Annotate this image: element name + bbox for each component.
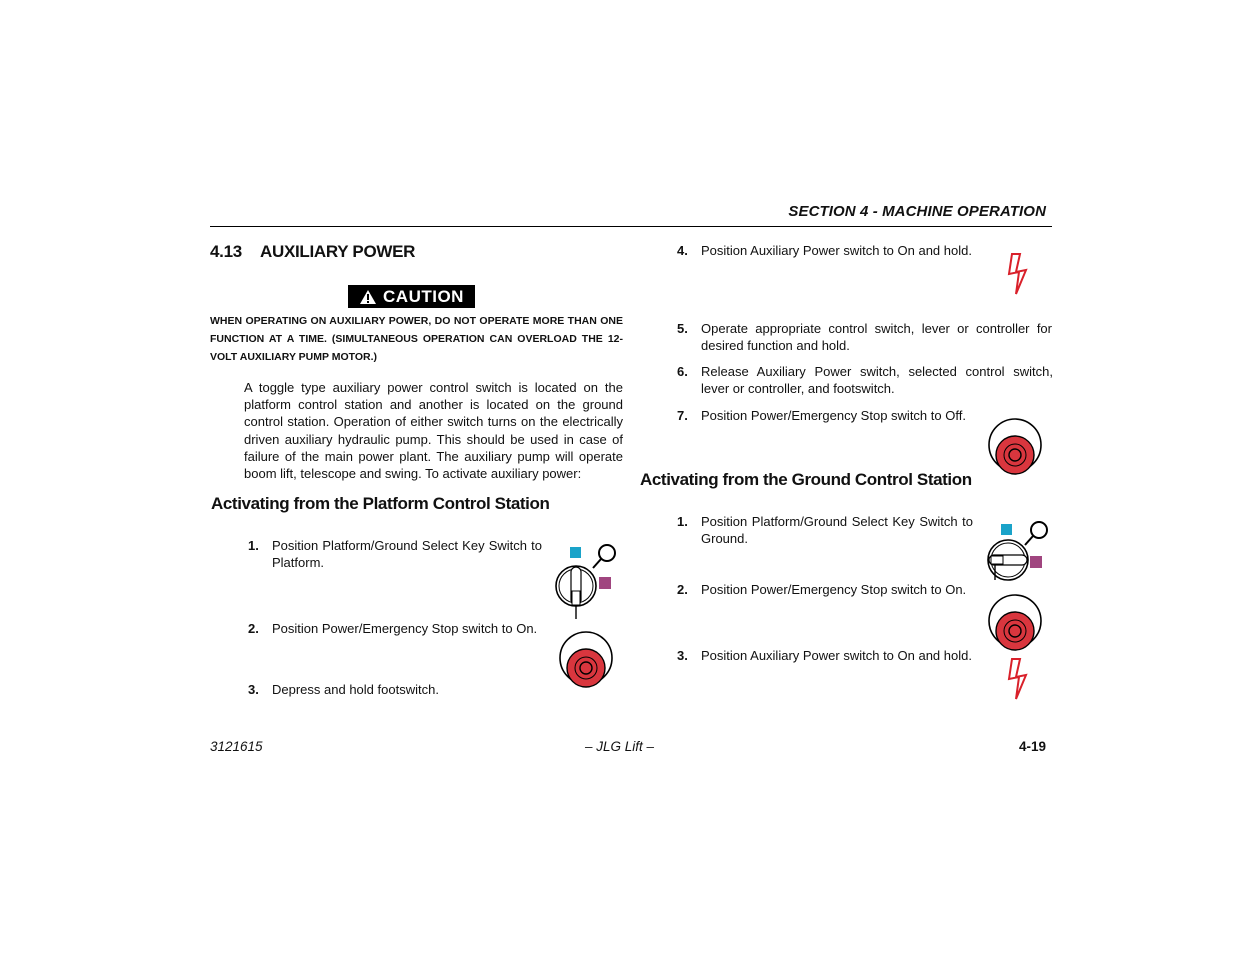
step-text: Position Auxiliary Power switch to On and hold. — [701, 243, 972, 258]
emergency-stop-icon — [987, 417, 1043, 475]
ground-step-1 — [677, 513, 977, 549]
footer-page-number: 4-19 — [1018, 739, 1046, 754]
ground-step-2 — [677, 581, 977, 601]
step-text: Position Platform/Ground Select Key Switch to Ground. — [701, 514, 973, 547]
intro-paragraph: A toggle type auxiliary power control switch is located on the platform control station and another is located on the ground control station. Operation of either switch turns on the electrically driven auxiliary hydraulic pump. This should be used in case of failure of the main power plant. The auxiliary pump will operate boom lift, telescope and swing. To activate auxiliary power: — [244, 380, 623, 482]
step-number: 5. — [677, 321, 688, 336]
step-text: Operate appropriate control switch, lever or controller for desired function and hold. — [701, 321, 1052, 354]
step-text: Depress and hold footswitch. — [272, 682, 439, 697]
key-switch-icon — [983, 520, 1049, 584]
section-header-title: SECTION 4 - MACHINE OPERATION — [788, 203, 1046, 220]
step-number: 7. — [677, 408, 688, 423]
step-text: Position Platform/Ground Select Key Switch to Platform. — [272, 538, 542, 571]
caution-text: WHEN OPERATING ON AUXILIARY POWER, DO NOT OPERATE MORE THAN ONE FUNCTION AT A TIME. (SIMULTANEOUS OPERATION CAN OVERLOAD THE 12-VOLT AUXILIARY PUMP MOTOR.) — [210, 315, 623, 363]
caution-triangle-icon — [359, 289, 377, 305]
section-title-text: AUXILIARY POWER — [260, 242, 416, 261]
platform-step-5 — [677, 320, 1053, 356]
platform-subsection-title: Activating from the Platform Control Station — [211, 494, 550, 513]
caution-label — [348, 285, 475, 308]
ground-subsection-title: Activating from the Ground Control Station — [640, 470, 972, 489]
platform-step-6 — [677, 363, 1053, 399]
step-text: Position Power/Emergency Stop switch to Off. — [701, 408, 966, 423]
platform-step-1 — [248, 537, 548, 573]
step-number: 6. — [677, 364, 688, 379]
step-number: 3. — [677, 648, 688, 663]
step-number: 2. — [248, 621, 259, 636]
section-number: 4.13 — [210, 242, 242, 261]
section-title — [210, 242, 415, 262]
step-number: 1. — [248, 538, 259, 553]
caution-label-text: CAUTION — [383, 286, 464, 306]
step-text: Position Power/Emergency Stop switch to On. — [272, 621, 538, 636]
header-rule — [210, 226, 1052, 227]
step-number: 2. — [677, 582, 688, 597]
platform-step-3 — [248, 681, 548, 701]
step-number: 4. — [677, 243, 688, 258]
key-switch-icon — [553, 543, 619, 621]
emergency-stop-icon — [987, 593, 1043, 651]
emergency-stop-icon — [558, 630, 614, 688]
step-text: Release Auxiliary Power switch, selected control switch, lever or controller, and footswitch. — [701, 364, 1053, 397]
step-number: 3. — [248, 682, 259, 697]
ground-step-3 — [677, 647, 977, 683]
platform-step-2 — [248, 620, 548, 640]
step-text: Position Power/Emergency Stop switch to On. — [701, 582, 967, 597]
auxiliary-power-bolt-icon — [1006, 252, 1030, 296]
platform-step-7 — [677, 407, 977, 427]
footer-doc-number: 3121615 — [210, 739, 263, 754]
platform-step-4 — [677, 242, 977, 278]
auxiliary-power-bolt-icon — [1006, 657, 1030, 701]
footer-center: – JLG Lift – — [585, 739, 655, 754]
step-number: 1. — [677, 514, 688, 529]
step-text: Position Auxiliary Power switch to On and hold. — [701, 648, 972, 663]
